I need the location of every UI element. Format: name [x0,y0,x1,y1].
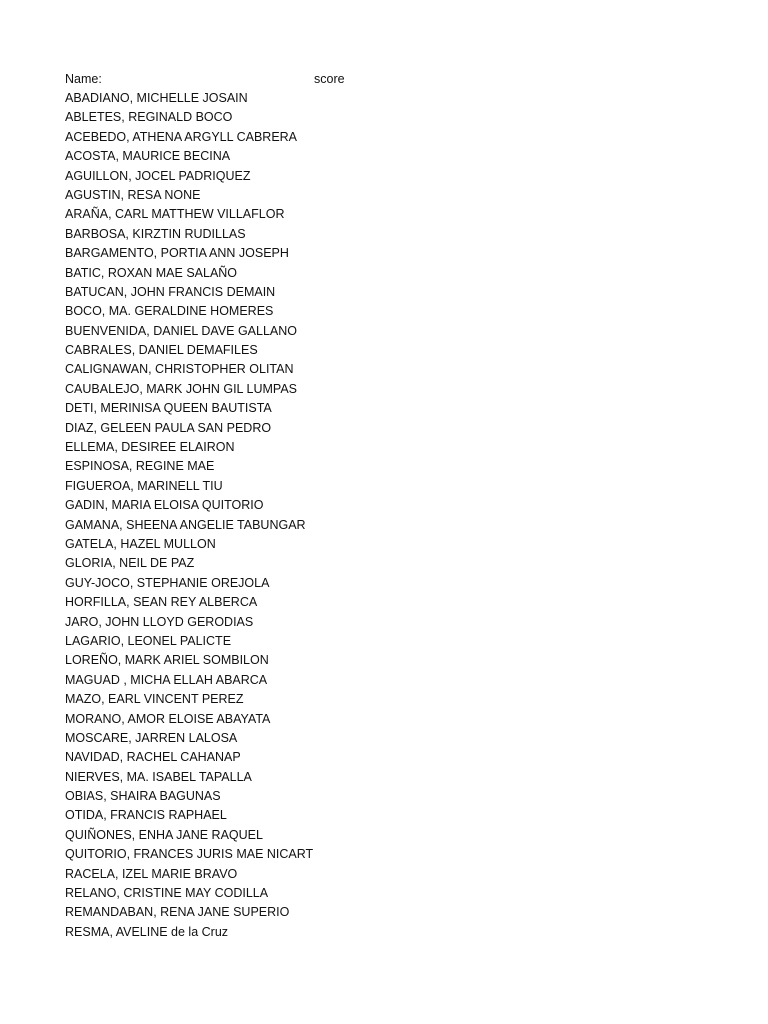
student-name-row: OTIDA, FRANCIS RAPHAEL [65,808,227,823]
student-name-row: RACELA, IZEL MARIE BRAVO [65,866,238,881]
student-name-row: BARBOSA, KIRZTIN RUDILLAS [65,226,246,241]
student-name-row: ESPINOSA, REGINE MAE [65,459,215,474]
student-name-row: QUITORIO, FRANCES JURIS MAE NICART [65,847,314,862]
student-name-row: MAGUAD , MICHA ELLAH ABARCA [65,672,268,687]
student-name-row: CABRALES, DANIEL DEMAFILES [65,343,258,358]
student-name-row: OBIAS, SHAIRA BAGUNAS [65,789,221,804]
student-name-row: ARAÑA, CARL MATTHEW VILLAFLOR [65,207,285,222]
student-name-row: CAUBALEJO, MARK JOHN GIL LUMPAS [65,381,297,396]
student-name-row: ACEBEDO, ATHENA ARGYLL CABRERA [65,129,298,144]
student-name-row: CALIGNAWAN, CHRISTOPHER OLITAN [65,362,294,377]
student-name-row: ACOSTA, MAURICE BECINA [65,149,231,164]
student-name-row: AGUILLON, JOCEL PADRIQUEZ [65,168,251,183]
student-name-row: BATUCAN, JOHN FRANCIS DEMAIN [65,284,276,299]
student-name-row: ABADIANO, MICHELLE JOSAIN [65,91,248,105]
student-name-row: GATELA, HAZEL MULLON [65,536,216,551]
student-name-row: QUIÑONES, ENHA JANE RAQUEL [65,827,263,842]
student-name-row: REMANDABAN, RENA JANE SUPERIO [65,905,290,920]
name-column-header: Name: [65,72,102,86]
student-name-row: HORFILLA, SEAN REY ALBERCA [65,595,258,610]
student-name-row: BARGAMENTO, PORTIA ANN JOSEPH [65,246,289,261]
student-name-row: NAVIDAD, RACHEL CAHANAP [65,750,241,765]
student-name-row: LAGARIO, LEONEL PALICTE [65,633,232,648]
student-name-row: ELLEMA, DESIREE ELAIRON [65,440,235,455]
student-name-row: RESMA, AVELINE de la Cruz [65,924,229,939]
student-name-row: GUY-JOCO, STEPHANIE OREJOLA [65,575,270,590]
student-name-row: JARO, JOHN LLOYD GERODIAS [65,614,254,629]
student-name-row: AGUSTIN, RESA NONE [65,187,201,202]
student-name-row: MOSCARE, JARREN LALOSA [65,730,238,745]
student-name-row: GLORIA, NEIL DE PAZ [65,556,195,571]
student-name-row: ABLETES, REGINALD BOCO [65,110,233,125]
student-name-row: MAZO, EARL VINCENT PEREZ [65,692,244,707]
student-name-row: GADIN, MARIA ELOISA QUITORIO [65,498,264,513]
student-name-row: LOREÑO, MARK ARIEL SOMBILON [65,653,269,668]
student-name-row: BOCO, MA. GERALDINE HOMERES [65,304,274,319]
student-name-row: BATIC, ROXAN MAE SALAÑO [65,265,238,280]
student-name-row: DETI, MERINISA QUEEN BAUTISTA [65,401,272,416]
student-name-row: NIERVES, MA. ISABEL TAPALLA [65,769,252,784]
student-name-row: GAMANA, SHEENA ANGELIE TABUNGAR [65,517,306,532]
score-column-header: score [314,72,345,86]
student-name-row: DIAZ, GELEEN PAULA SAN PEDRO [65,420,272,435]
student-name-row: MORANO, AMOR ELOISE ABAYATA [65,711,271,726]
student-name-row: BUENVENIDA, DANIEL DAVE GALLANO [65,323,298,338]
header-row [65,70,665,89]
student-name-list [65,89,313,942]
student-name-row: RELANO, CRISTINE MAY CODILLA [65,886,269,901]
student-name-row: FIGUEROA, MARINELL TIU [65,478,223,493]
